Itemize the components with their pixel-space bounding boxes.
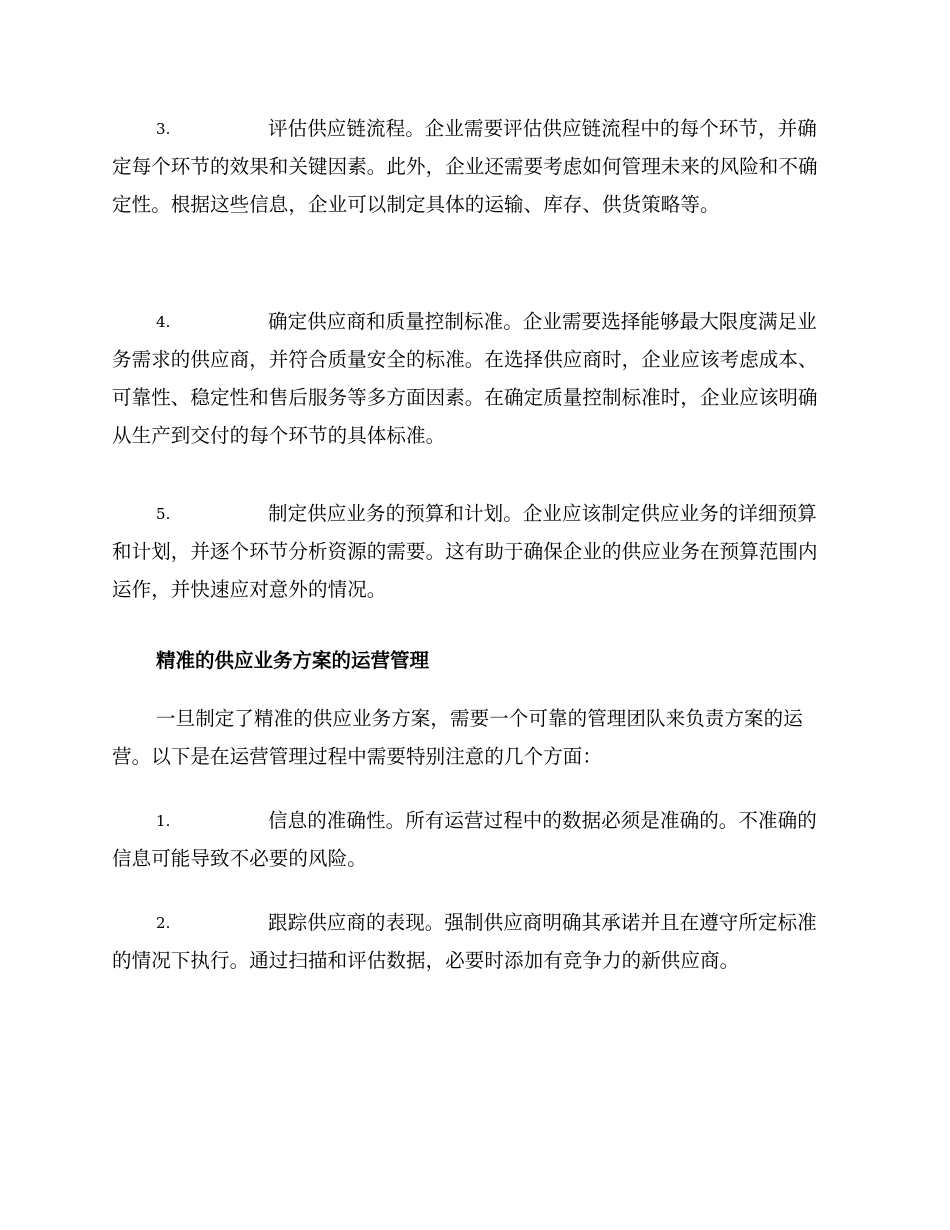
list-number: 5. bbox=[156, 505, 171, 523]
list-item-text: 制定供应业务的预算和计划。企业应该制定供应业务的详细预算和计划，并逐个环节分析资源的需要。这有助于确保企业的供应业务在预算范围内运作，并快速应对意外的情况。 bbox=[112, 502, 818, 601]
list-item bbox=[112, 495, 832, 609]
list-number: 4. bbox=[156, 313, 171, 331]
list-number: 2. bbox=[156, 914, 171, 932]
list-item bbox=[112, 802, 832, 878]
list-item bbox=[112, 904, 832, 980]
list-item-text: 评估供应链流程。企业需要评估供应链流程中的每个环节，并确定每个环节的效果和关键因素。此外，企业还需要考虑如何管理未来的风险和不确定性。根据这些信息，企业可以制定具体的运输、库存、供货策略等。 bbox=[112, 117, 818, 216]
section-heading: 精准的供应业务方案的运营管理 bbox=[156, 649, 430, 672]
list-number: 3. bbox=[156, 120, 171, 138]
list-item-text: 跟踪供应商的表现。强制供应商明确其承诺并且在遵守所定标准的情况下执行。通过扫描和评估数据，必要时添加有竞争力的新供应商。 bbox=[112, 911, 817, 972]
list-item bbox=[112, 110, 832, 224]
list-number: 1. bbox=[156, 812, 171, 830]
list-item bbox=[112, 303, 832, 455]
list-item-text: 信息的准确性。所有运营过程中的数据必须是准确的。不准确的信息可能导致不必要的风险。 bbox=[112, 809, 817, 870]
list-item-text: 确定供应商和质量控制标准。企业需要选择能够最大限度满足业务需求的供应商，并符合质量安全的标准。在选择供应商时，企业应该考虑成本、可靠性、稳定性和售后服务等多方面因素。在确定质量控制标准时，企业应该明确从生产到交付的每个环节的具体标准。 bbox=[112, 310, 818, 447]
intro-paragraph: 一旦制定了精准的供应业务方案，需要一个可靠的管理团队来负责方案的运营。以下是在运营管理过程中需要特别注意的几个方面： bbox=[112, 707, 803, 768]
